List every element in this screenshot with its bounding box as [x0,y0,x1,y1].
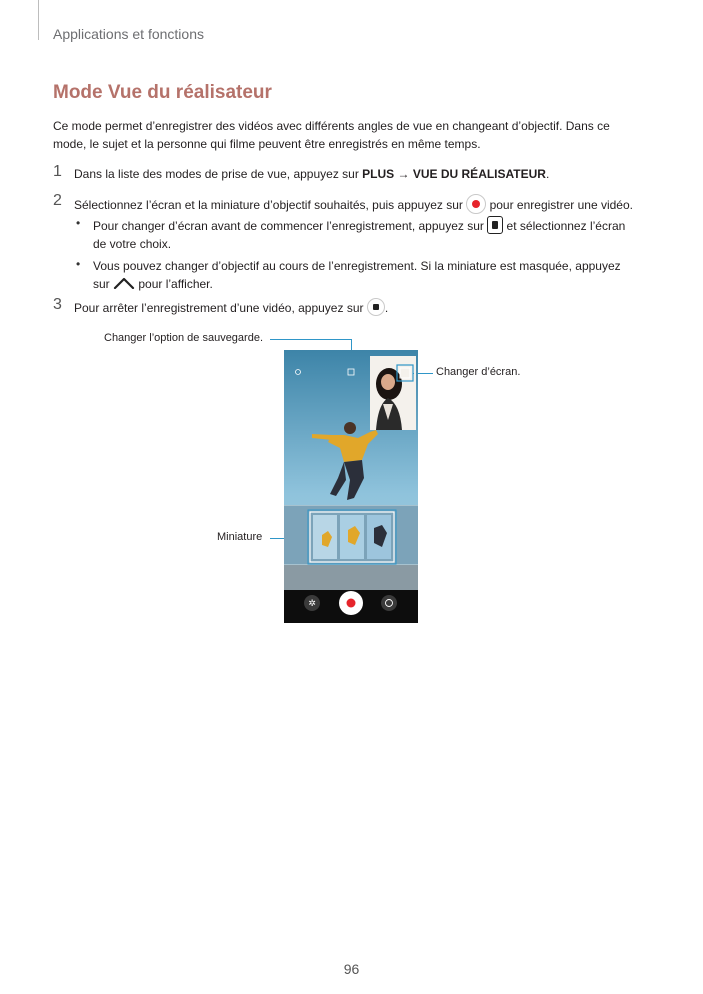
step-3-text-after: . [384,301,389,315]
callout-anchor [413,373,414,374]
page-title: Mode Vue du réalisateur [53,82,272,103]
step-2-text-before: Sélectionnez l’écran et la miniature d’objectif souhaités, puis appuyez sur [74,198,467,212]
bullet-1 [93,216,653,253]
step-2-text [74,194,633,214]
bullet-2-text-before: sur [93,277,114,291]
stop-icon [367,298,385,316]
step-1-number: 1 [53,163,62,180]
bullet-2-line-2 [93,275,653,293]
page-number: 96 [343,961,360,977]
bullet-1-line-2: de votre choix. [93,237,172,251]
bullet-2-text-after: pour l’afficher. [135,277,213,291]
bullet-1-text-before: Pour changer d’écran avant de commencer l’enregistrement, appuyez sur [93,219,488,233]
switch-screen-icon [487,216,503,234]
step-1-text-before: Dans la liste des modes de prise de vue, appuyez sur [74,167,363,181]
bullet-2 [93,257,653,293]
camera-preview [284,350,418,623]
step-3-text [74,298,388,317]
step-3-text-before: Pour arrêter l’enregistrement d’une vidéo, appuyez sur [74,301,367,315]
callout-switch-screen: Changer d’écran. [436,366,521,378]
ground-shadow [284,565,418,590]
callout-thumbnail: Miniature [217,531,263,543]
bullet-dot: • [76,257,81,271]
chevron-up-icon [113,277,135,289]
header-rule [38,0,39,40]
intro-paragraph [53,117,653,153]
callout-save-option: Changer l’option de sauvegarde. [104,332,264,344]
bullet-2-line-1: Vous pouvez changer d’objectif au cours de l’enregistrement. Si la miniature est masquée, appuyez [93,259,621,273]
step-1-text-after: . [545,167,550,181]
camera-screenshot [284,350,418,623]
intro-line-2: mode, le sujet et la personne qui filme peuvent être enregistrés en même temps. [53,137,481,151]
intro-line-1: Ce mode permet d’enregistrer des vidéos avec différents angles de vue en changeant d’objectif. Dans ce [53,119,610,133]
bullet-1-text-after: et sélectionnez l’écran [503,219,626,233]
record-icon [466,194,486,214]
switch-camera-button[interactable] [381,595,397,611]
section-header: Applications et fonctions [53,26,204,42]
effects-icon: ✲ [308,599,316,609]
step-1-menu-path: PLUS → VUE DU RÉALISATEUR [362,167,546,181]
bullet-1-line-1 [93,216,653,235]
record-dot [347,599,356,608]
thumbnail-strip [308,510,396,564]
step-3-number: 3 [53,296,62,313]
bullet-dot: • [76,216,81,230]
step-2-text-after: pour enregistrer une vidéo. [486,198,633,212]
step-1-text [74,165,549,183]
step-2-number: 2 [53,192,62,209]
callout-line-save-h [270,339,352,340]
